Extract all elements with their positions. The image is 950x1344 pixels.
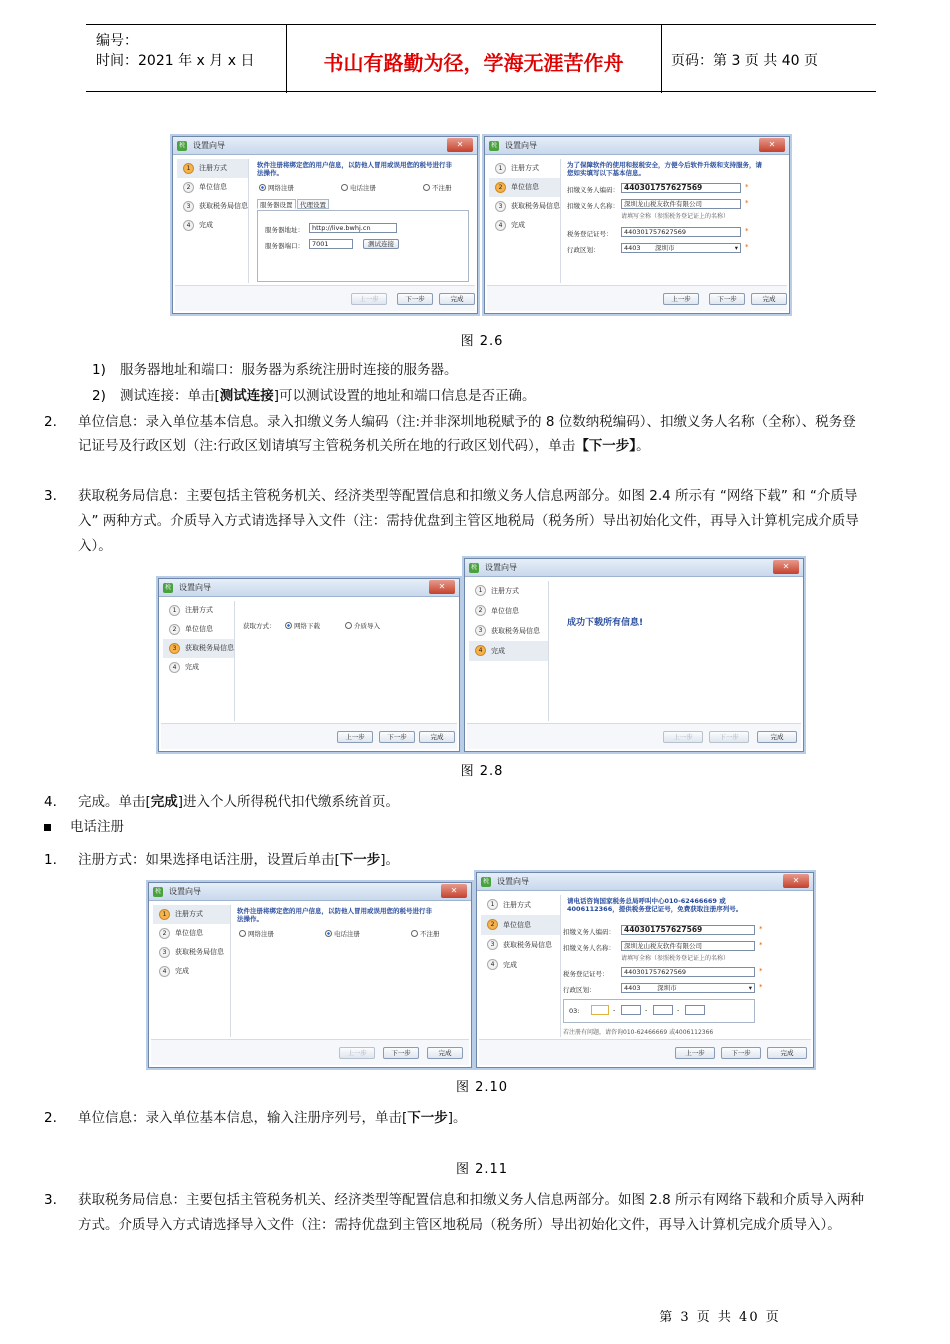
section-title: 电话注册	[70, 819, 124, 835]
prev-button[interactable]: 上一步	[663, 293, 699, 305]
header-motto: 书山有路勤为径，学海无涯苦作舟	[323, 51, 624, 75]
section-bullet	[44, 824, 51, 831]
region-select[interactable]: 4403 深圳市 ▾	[621, 243, 741, 253]
step-item: 1 注册方式	[481, 895, 560, 915]
phone-note: 请电话咨询国家税务总局呼叫中心010-62466669 或 4006112366，提供税务登记证号，免费获取注册序列号。	[567, 897, 743, 913]
prev-button[interactable]: 上一步	[663, 731, 703, 743]
app-icon: 税	[178, 142, 185, 149]
test-connection-button[interactable]: 测试连接	[363, 239, 399, 249]
server-addr-input[interactable]: http://live.bwhj.cn	[309, 223, 397, 233]
step-item: 4 完成	[481, 955, 560, 975]
wizard-footer	[161, 723, 457, 749]
app-icon: 税	[482, 878, 489, 885]
next-button[interactable]: 下一步	[709, 293, 745, 305]
wizard-window-get-tax-info	[158, 578, 460, 752]
list-item: 服务器地址和端口：服务器为系统注册时连接的服务器。	[120, 362, 458, 378]
step-item: 1 注册方式	[163, 601, 234, 620]
wizard-window-phone-unit-info	[476, 872, 814, 1068]
region-label: 行政区划：	[567, 246, 600, 254]
window-title: 设置向导	[485, 563, 517, 572]
code-label: 扣缴义务人编码：	[567, 186, 619, 194]
list-number: 2.	[44, 1110, 57, 1126]
wizard-steps	[177, 159, 249, 283]
list-number: 3.	[44, 488, 57, 504]
app-icon: 税	[490, 142, 497, 149]
list-number: 2.	[44, 414, 57, 430]
step-item: 3 获取税务局信息	[489, 197, 560, 216]
wizard-steps	[163, 601, 235, 721]
separator: -	[645, 1006, 648, 1014]
reg-label: 税务登记证号：	[567, 230, 613, 238]
separator: -	[677, 1006, 680, 1014]
paragraph-line: 记证号及行政区划（注:行政区划请填写主管税务机关所在地的行政区划代码），单击【下一步】。	[78, 438, 650, 454]
close-icon[interactable]: ✕	[783, 874, 809, 888]
required-mark: *	[745, 183, 749, 191]
required-mark: *	[759, 941, 763, 949]
step-item: 3 获取税务局信息	[469, 621, 548, 641]
step-item: 1 注册方式	[177, 159, 248, 178]
list-number: 1)	[92, 362, 106, 378]
step-item: 4 完成	[163, 658, 234, 677]
radio-network-download[interactable]: 网络下载	[285, 621, 320, 630]
step-item: 3 获取税务局信息	[481, 935, 560, 955]
step-item: 3 获取税务局信息	[153, 943, 230, 962]
finish-button[interactable]: 完成	[419, 731, 455, 743]
required-mark: *	[759, 925, 763, 933]
step-item: 2 单位信息	[469, 601, 548, 621]
figure-caption: 图 2.8	[460, 764, 504, 779]
name-input[interactable]: 深圳龙山税友软件有限公司	[621, 199, 741, 209]
radio-media-import[interactable]: 介质导入	[345, 621, 380, 630]
radio-phone[interactable]: 电话注册	[325, 929, 360, 938]
step-item: 1 注册方式	[153, 905, 230, 924]
serial-prefix: 03:	[569, 1007, 580, 1015]
step-item: 4 完成	[469, 641, 548, 661]
prev-button[interactable]: 上一步	[337, 731, 373, 743]
wizard-footer	[151, 1039, 469, 1065]
next-button[interactable]: 下一步	[383, 1047, 419, 1059]
window-title: 设置向导	[193, 141, 225, 150]
paragraph-line: 单位信息：录入单位基本信息，输入注册序列号，单击[下一步]。	[78, 1110, 467, 1126]
wizard-window-register	[172, 136, 478, 314]
page-footer: 第 3 页 共 40 页	[659, 1310, 781, 1325]
wizard-footer	[479, 1039, 811, 1065]
window-title: 设置向导	[505, 141, 537, 150]
paragraph-line: 入）。	[78, 538, 112, 554]
radio-none[interactable]: 不注册	[423, 183, 452, 192]
reg-label: 税务登记证号：	[563, 970, 609, 978]
required-mark: *	[759, 983, 763, 991]
figure-caption: 图 2.10	[455, 1080, 509, 1095]
radio-dot	[285, 622, 292, 629]
serial-input-3[interactable]	[653, 1005, 673, 1015]
finish-button[interactable]: 完成	[757, 731, 797, 743]
step-item: 3 获取税务局信息	[163, 639, 234, 658]
register-note: 软件注册将绑定您的用户信息，以防他人冒用或误用您的税号进行非法操作。	[237, 907, 432, 923]
next-button[interactable]: 下一步	[379, 731, 415, 743]
wizard-window-complete	[464, 558, 804, 752]
code-input[interactable]: 440301757627569	[621, 183, 741, 193]
wizard-footer	[487, 285, 787, 311]
server-port-label: 服务器端口：	[265, 242, 304, 250]
chevron-down-icon: ▾	[748, 984, 752, 992]
radio-none[interactable]: 不注册	[411, 929, 440, 938]
chevron-down-icon: ▾	[734, 244, 738, 252]
radio-dot	[341, 184, 348, 191]
tab-proxy-settings[interactable]: 代理设置	[297, 199, 329, 209]
radio-dot	[239, 930, 246, 937]
step-item: 4 完成	[177, 216, 248, 235]
name-hint: 请填写全称（参照税务登记证上的名称）	[621, 213, 730, 220]
name-hint: 请填写全称（参照税务登记证上的名称）	[621, 955, 730, 962]
paragraph-line: 单位信息：录入单位基本信息。录入扣缴义务人编码（注:并非深圳地税赋予的 8 位数纳税编码）、扣缴义务人名称（全称）、税务登	[78, 414, 856, 430]
radio-network[interactable]: 网络注册	[239, 929, 274, 938]
serial-input-2[interactable]	[621, 1005, 641, 1015]
window-title: 设置向导	[497, 877, 529, 886]
close-icon[interactable]: ✕	[773, 560, 799, 574]
next-button[interactable]: 下一步	[721, 1047, 761, 1059]
server-addr-label: 服务器地址：	[265, 226, 304, 234]
paragraph-line: 获取税务局信息：主要包括主管税务机关、经济类型等配置信息和扣缴义务人信息两部分。如图 2.8 所示有网络下载和介质导入两种	[78, 1192, 865, 1208]
close-icon[interactable]: ✕	[429, 580, 455, 594]
figure-caption: 图 2.6	[460, 334, 504, 349]
serial-input-1[interactable]	[591, 1005, 609, 1015]
next-button[interactable]: 下一步	[397, 293, 433, 305]
required-mark: *	[759, 967, 763, 975]
list-number: 2)	[92, 388, 106, 404]
wizard-window-unit-info	[484, 136, 790, 314]
radio-dot	[345, 622, 352, 629]
paragraph-line: 获取税务局信息：主要包括主管税务机关、经济类型等配置信息和扣缴义务人信息两部分。如图 2.4 所示有 “网络下载” 和 “介质导	[78, 488, 858, 504]
page-header	[86, 24, 876, 92]
step-item: 4 完成	[489, 216, 560, 235]
radio-dot	[259, 184, 266, 191]
close-icon[interactable]: ✕	[447, 138, 473, 152]
reg-input[interactable]: 440301757627569	[621, 967, 755, 977]
prev-button[interactable]: 上一步	[339, 1047, 375, 1059]
wizard-footer	[467, 723, 801, 749]
close-icon[interactable]: ✕	[441, 884, 467, 898]
required-mark: *	[745, 199, 749, 207]
app-icon: 税	[164, 584, 171, 591]
step-item: 2 单位信息	[153, 924, 230, 943]
finish-button[interactable]: 完成	[439, 293, 475, 305]
wizard-steps	[489, 159, 561, 283]
list-number: 3.	[44, 1192, 57, 1208]
success-message: 成功下载所有信息!	[567, 618, 644, 628]
unit-info-note: 为了保障软件的使用和报税安全，方便今后软件升级和支持服务，请您如实填写以下基本信息。	[567, 161, 762, 177]
finish-button[interactable]: 完成	[751, 293, 787, 305]
radio-dot	[423, 184, 430, 191]
header-divider	[661, 25, 662, 93]
app-icon: 税	[470, 564, 477, 571]
required-mark: *	[745, 227, 749, 235]
step-item: 2 单位信息	[163, 620, 234, 639]
window-title: 设置向导	[179, 583, 211, 592]
region-select[interactable]: 4403 深圳市 ▾	[621, 983, 755, 993]
finish-button[interactable]: 完成	[427, 1047, 463, 1059]
paragraph-line: 完成。单击[完成]进入个人所得税代扣代缴系统首页。	[78, 794, 400, 810]
separator: -	[613, 1006, 616, 1014]
list-item: 测试连接：单击[测试连接]可以测试设置的地址和端口信息是否正确。	[120, 388, 536, 404]
required-mark: *	[745, 243, 749, 251]
method-label: 获取方式：	[243, 622, 276, 630]
name-label: 扣缴义务人名称：	[563, 944, 615, 952]
header-page-number: 页码：第 3 页 共 40 页	[671, 53, 818, 69]
step-item: 2 单位信息	[177, 178, 248, 197]
wizard-steps	[469, 581, 549, 721]
step-item: 2 单位信息	[489, 178, 560, 197]
header-meta	[96, 31, 254, 71]
step-item: 4 完成	[153, 962, 230, 981]
window-title: 设置向导	[169, 887, 201, 896]
step-item: 2 单位信息	[481, 915, 560, 935]
help-text: 若注册有问题，请咨询010-62466669 或4006112366	[563, 1029, 714, 1036]
header-number: 编号：	[96, 33, 138, 49]
tab-server-settings[interactable]: 服务器设置	[257, 199, 296, 209]
serial-input-4[interactable]	[685, 1005, 705, 1015]
figure-caption: 图 2.11	[455, 1162, 509, 1177]
next-button[interactable]: 下一步	[709, 731, 749, 743]
finish-button[interactable]: 完成	[767, 1047, 807, 1059]
step-item: 1 注册方式	[469, 581, 548, 601]
name-input[interactable]: 深圳龙山税友软件有限公司	[621, 941, 755, 951]
radio-dot	[411, 930, 418, 937]
region-label: 行政区划：	[563, 986, 596, 994]
wizard-steps	[153, 905, 231, 1037]
wizard-window-phone-register	[148, 882, 472, 1068]
list-number: 4.	[44, 794, 57, 810]
radio-dot	[325, 930, 332, 937]
name-label: 扣缴义务人名称：	[567, 202, 619, 210]
code-input[interactable]: 440301757627569	[621, 925, 755, 935]
radio-phone[interactable]: 电话注册	[341, 183, 376, 192]
close-icon[interactable]: ✕	[759, 138, 785, 152]
prev-button[interactable]: 上一步	[351, 293, 387, 305]
wizard-steps	[481, 895, 561, 1037]
reg-input[interactable]: 440301757627569	[621, 227, 741, 237]
prev-button[interactable]: 上一步	[675, 1047, 715, 1059]
paragraph-line: 注册方式：如果选择电话注册，设置后单击[下一步]。	[78, 852, 400, 868]
step-item: 3 获取税务局信息	[177, 197, 248, 216]
paragraph-line: 入” 两种方式。介质导入方式请选择导入文件（注：需持优盘到主管区地税局（税务所）导出初始化文件，再导入计算机完成介质导	[78, 513, 859, 529]
step-item: 1 注册方式	[489, 159, 560, 178]
header-time: 时间：2021 年 x 月 x 日	[96, 53, 255, 69]
app-icon: 税	[154, 888, 161, 895]
paragraph-line: 方式。介质导入方式请选择导入文件（注：需持优盘到主管区地税局（税务所）导出初始化文件，再导入计算机完成介质导入）。	[78, 1217, 841, 1233]
wizard-footer	[175, 285, 475, 311]
register-note: 软件注册将绑定您的用户信息，以防他人冒用或误用您的税号进行非法操作。	[257, 161, 452, 177]
code-label: 扣缴义务人编码：	[563, 928, 615, 936]
radio-network[interactable]: 网络注册	[259, 183, 294, 192]
server-port-input[interactable]: 7001	[309, 239, 353, 249]
list-number: 1.	[44, 852, 57, 868]
